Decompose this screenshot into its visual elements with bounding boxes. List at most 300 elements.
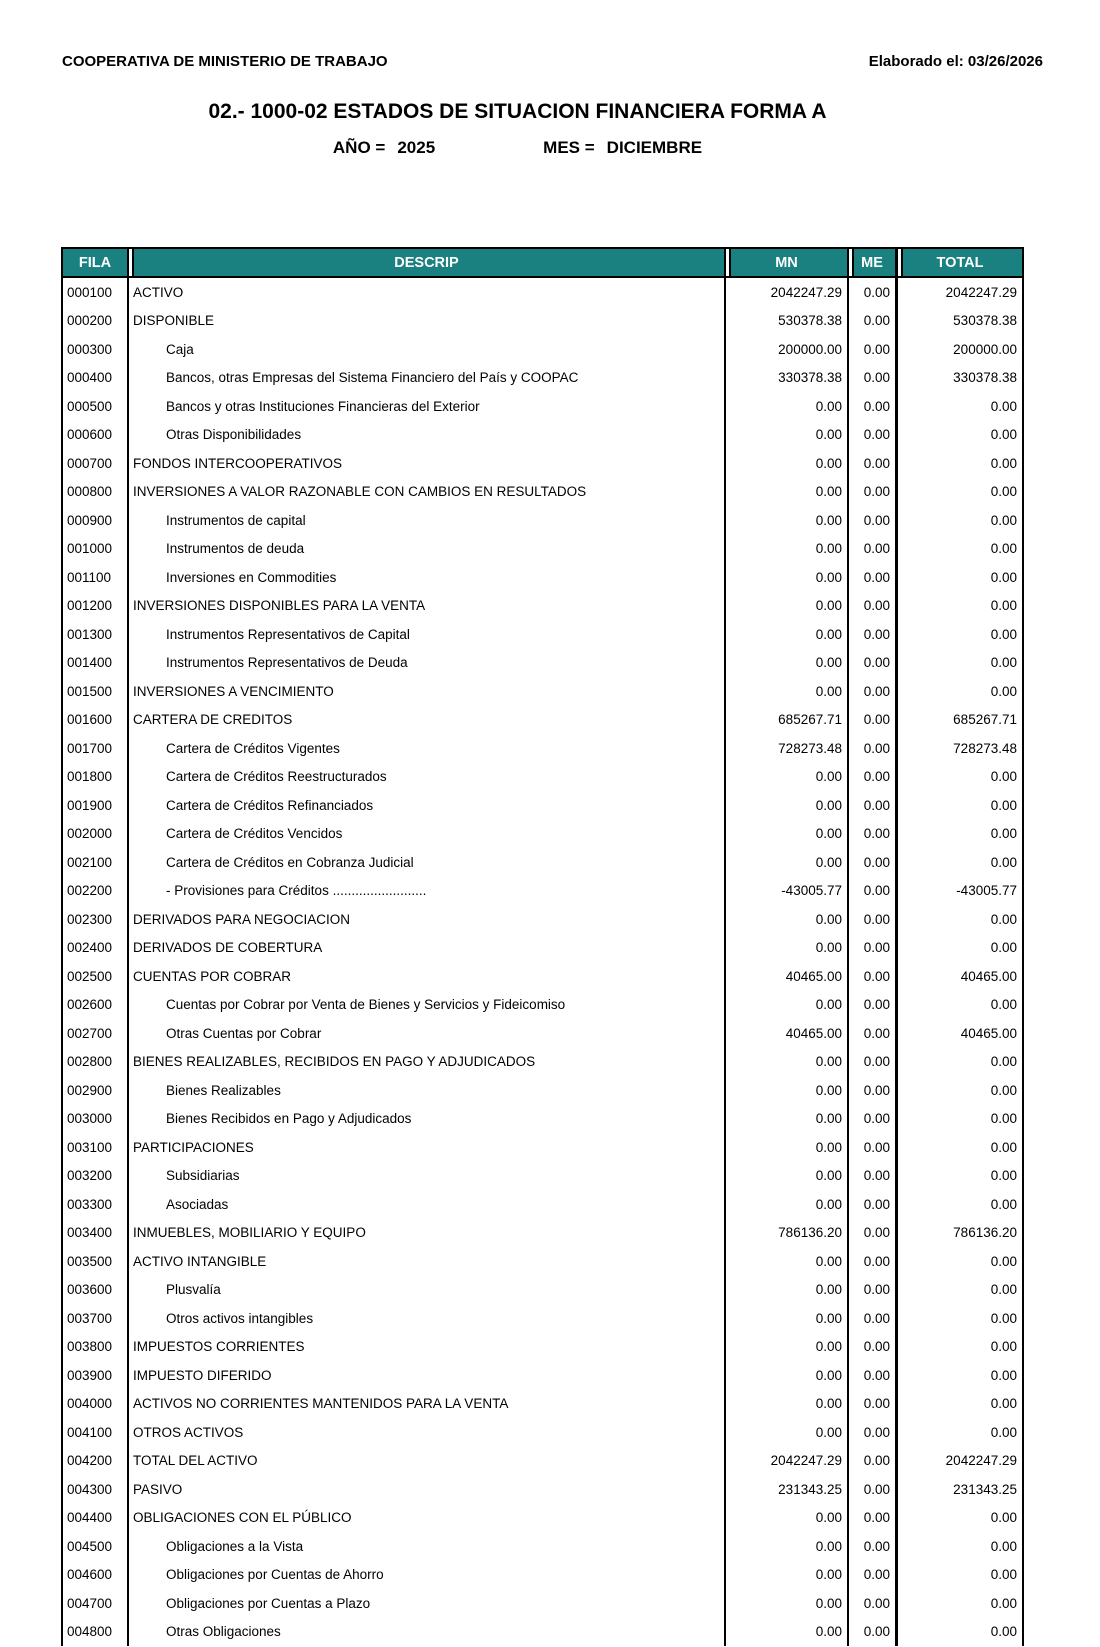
- table-row: [61, 1162, 1024, 1191]
- row-me-value: 0.00: [849, 820, 898, 849]
- table-row: [61, 706, 1024, 735]
- row-fila: 000900: [61, 506, 129, 535]
- row-me-value: 0.00: [849, 1133, 898, 1162]
- row-descrip: ACTIVO INTANGIBLE: [129, 1247, 726, 1276]
- row-descrip: Otras Obligaciones: [129, 1618, 726, 1647]
- row-fila: 000200: [61, 307, 129, 336]
- table-row: [61, 1105, 1024, 1134]
- year-field: [333, 138, 435, 158]
- row-mn-value: 0.00: [726, 506, 849, 535]
- row-descrip: INVERSIONES DISPONIBLES PARA LA VENTA: [129, 592, 726, 621]
- row-mn-value: 0.00: [726, 1561, 849, 1590]
- table-row: [61, 1247, 1024, 1276]
- row-mn-value: 0.00: [726, 392, 849, 421]
- row-total-value: 0.00: [898, 1190, 1024, 1219]
- row-descrip: Instrumentos de deuda: [129, 535, 726, 564]
- row-fila: 003200: [61, 1162, 129, 1191]
- row-me-value: 0.00: [849, 1276, 898, 1305]
- row-total-value: 0.00: [898, 1333, 1024, 1362]
- month-value: DICIEMBRE: [606, 138, 703, 157]
- year-label: AÑO =: [332, 138, 386, 157]
- row-descrip: Otras Cuentas por Cobrar: [129, 1019, 726, 1048]
- year-value: 2025: [397, 138, 436, 157]
- row-total-value: 0.00: [898, 820, 1024, 849]
- row-fila: 002200: [61, 877, 129, 906]
- row-descrip: Otras Disponibilidades: [129, 421, 726, 450]
- row-total-value: 0.00: [898, 392, 1024, 421]
- row-descrip: INMUEBLES, MOBILIARIO Y EQUIPO: [129, 1219, 726, 1248]
- row-total-value: 2042247.29: [898, 278, 1024, 307]
- row-fila: 000700: [61, 449, 129, 478]
- row-descrip: Bienes Recibidos en Pago y Adjudicados: [129, 1105, 726, 1134]
- row-descrip: - Provisiones para Créditos .........................: [129, 877, 726, 906]
- row-mn-value: 0.00: [726, 1532, 849, 1561]
- row-fila: 003500: [61, 1247, 129, 1276]
- row-fila: 002800: [61, 1048, 129, 1077]
- row-total-value: 0.00: [898, 1247, 1024, 1276]
- table-row: [61, 620, 1024, 649]
- report-subtitle: [62, 138, 973, 158]
- row-descrip: ACTIVO: [129, 278, 726, 307]
- row-mn-value: 0.00: [726, 791, 849, 820]
- row-descrip: Inversiones en Commodities: [129, 563, 726, 592]
- row-total-value: 0.00: [898, 620, 1024, 649]
- row-fila: 000100: [61, 278, 129, 307]
- row-total-value: 728273.48: [898, 734, 1024, 763]
- row-mn-value: 786136.20: [726, 1219, 849, 1248]
- table-row: [61, 1532, 1024, 1561]
- row-me-value: 0.00: [849, 763, 898, 792]
- row-mn-value: 0.00: [726, 563, 849, 592]
- row-mn-value: 0.00: [726, 449, 849, 478]
- row-total-value: 0.00: [898, 934, 1024, 963]
- row-mn-value: 40465.00: [726, 962, 849, 991]
- row-fila: 001400: [61, 649, 129, 678]
- row-mn-value: 728273.48: [726, 734, 849, 763]
- table-row: [61, 392, 1024, 421]
- row-total-value: 0.00: [898, 1076, 1024, 1105]
- row-mn-value: 0.00: [726, 1133, 849, 1162]
- row-descrip: PASIVO: [129, 1475, 726, 1504]
- table-row: [61, 1304, 1024, 1333]
- table-row: [61, 1190, 1024, 1219]
- row-total-value: 40465.00: [898, 1019, 1024, 1048]
- row-me-value: 0.00: [849, 877, 898, 906]
- table-row: [61, 335, 1024, 364]
- row-mn-value: 0.00: [726, 991, 849, 1020]
- row-descrip: Instrumentos de capital: [129, 506, 726, 535]
- table-row: [61, 1589, 1024, 1618]
- row-me-value: 0.00: [849, 1333, 898, 1362]
- row-total-value: 0.00: [898, 848, 1024, 877]
- table-row: [61, 1133, 1024, 1162]
- row-descrip: Subsidiarias: [129, 1162, 726, 1191]
- row-total-value: 0.00: [898, 1504, 1024, 1533]
- row-total-value: 0.00: [898, 1618, 1024, 1647]
- table-row: [61, 421, 1024, 450]
- row-total-value: 0.00: [898, 905, 1024, 934]
- row-fila: 001500: [61, 677, 129, 706]
- row-fila: 002100: [61, 848, 129, 877]
- row-descrip: DISPONIBLE: [129, 307, 726, 336]
- row-descrip: Cartera de Créditos Reestructurados: [129, 763, 726, 792]
- column-header-fila: FILA: [61, 249, 129, 276]
- row-descrip: Plusvalía: [129, 1276, 726, 1305]
- table-row: [61, 563, 1024, 592]
- table-row: [61, 763, 1024, 792]
- row-fila: 003900: [61, 1361, 129, 1390]
- row-me-value: 0.00: [849, 1475, 898, 1504]
- row-me-value: 0.00: [849, 620, 898, 649]
- row-descrip: Otros activos intangibles: [129, 1304, 726, 1333]
- row-mn-value: 0.00: [726, 1418, 849, 1447]
- row-mn-value: 0.00: [726, 1333, 849, 1362]
- row-descrip: Obligaciones por Cuentas a Plazo: [129, 1589, 726, 1618]
- row-mn-value: 200000.00: [726, 335, 849, 364]
- table-row: [61, 1418, 1024, 1447]
- table-row: [61, 1475, 1024, 1504]
- row-mn-value: 0.00: [726, 1589, 849, 1618]
- row-me-value: 0.00: [849, 1418, 898, 1447]
- row-me-value: 0.00: [849, 1105, 898, 1134]
- row-mn-value: 0.00: [726, 1390, 849, 1419]
- row-total-value: 0.00: [898, 1133, 1024, 1162]
- table-row: [61, 1076, 1024, 1105]
- row-descrip: IMPUESTO DIFERIDO: [129, 1361, 726, 1390]
- row-fila: 001000: [61, 535, 129, 564]
- row-descrip: Cartera de Créditos Refinanciados: [129, 791, 726, 820]
- row-descrip: Obligaciones por Cuentas de Ahorro: [129, 1561, 726, 1590]
- financial-table: [61, 247, 1024, 1646]
- row-mn-value: 0.00: [726, 649, 849, 678]
- row-total-value: 2042247.29: [898, 1447, 1024, 1476]
- row-fila: 004400: [61, 1504, 129, 1533]
- row-fila: 001700: [61, 734, 129, 763]
- row-descrip: Instrumentos Representativos de Capital: [129, 620, 726, 649]
- row-me-value: 0.00: [849, 1504, 898, 1533]
- row-mn-value: 0.00: [726, 820, 849, 849]
- row-mn-value: 0.00: [726, 1190, 849, 1219]
- row-mn-value: 0.00: [726, 763, 849, 792]
- month-field: [543, 138, 702, 158]
- row-descrip: FONDOS INTERCOOPERATIVOS: [129, 449, 726, 478]
- row-me-value: 0.00: [849, 934, 898, 963]
- table-row: [61, 934, 1024, 963]
- row-total-value: 0.00: [898, 449, 1024, 478]
- row-descrip: OBLIGACIONES CON EL PÚBLICO: [129, 1504, 726, 1533]
- row-descrip: Bancos y otras Instituciones Financieras del Exterior: [129, 392, 726, 421]
- row-total-value: 0.00: [898, 1589, 1024, 1618]
- row-descrip: Caja: [129, 335, 726, 364]
- table-row: [61, 1390, 1024, 1419]
- row-total-value: 0.00: [898, 763, 1024, 792]
- row-mn-value: 0.00: [726, 677, 849, 706]
- row-total-value: 231343.25: [898, 1475, 1024, 1504]
- table-row: [61, 905, 1024, 934]
- row-fila: 000500: [61, 392, 129, 421]
- row-fila: 002900: [61, 1076, 129, 1105]
- row-me-value: 0.00: [849, 962, 898, 991]
- row-me-value: 0.00: [849, 1361, 898, 1390]
- row-me-value: 0.00: [849, 991, 898, 1020]
- table-row: [61, 1219, 1024, 1248]
- table-row: [61, 1276, 1024, 1305]
- table-row: [61, 1333, 1024, 1362]
- table-row: [61, 962, 1024, 991]
- row-fila: 001100: [61, 563, 129, 592]
- row-fila: 001600: [61, 706, 129, 735]
- row-descrip: Instrumentos Representativos de Deuda: [129, 649, 726, 678]
- row-fila: 001800: [61, 763, 129, 792]
- row-descrip: CUENTAS POR COBRAR: [129, 962, 726, 991]
- table-row: [61, 1019, 1024, 1048]
- table-row: [61, 848, 1024, 877]
- row-fila: 002500: [61, 962, 129, 991]
- row-fila: 004800: [61, 1618, 129, 1647]
- row-me-value: 0.00: [849, 535, 898, 564]
- table-row: [61, 791, 1024, 820]
- table-row: [61, 1504, 1024, 1533]
- row-mn-value: 0.00: [726, 535, 849, 564]
- row-mn-value: 40465.00: [726, 1019, 849, 1048]
- row-me-value: 0.00: [849, 278, 898, 307]
- table-row: [61, 592, 1024, 621]
- row-total-value: 0.00: [898, 478, 1024, 507]
- row-total-value: 0.00: [898, 1162, 1024, 1191]
- row-mn-value: 0.00: [726, 905, 849, 934]
- row-fila: 002400: [61, 934, 129, 963]
- row-total-value: 0.00: [898, 1048, 1024, 1077]
- row-me-value: 0.00: [849, 335, 898, 364]
- table-row: [61, 1618, 1024, 1647]
- row-fila: 004000: [61, 1390, 129, 1419]
- row-descrip: INVERSIONES A VENCIMIENTO: [129, 677, 726, 706]
- row-total-value: 0.00: [898, 1361, 1024, 1390]
- row-me-value: 0.00: [849, 1561, 898, 1590]
- table-row: [61, 1048, 1024, 1077]
- row-mn-value: 0.00: [726, 1247, 849, 1276]
- row-me-value: 0.00: [849, 478, 898, 507]
- row-descrip: Asociadas: [129, 1190, 726, 1219]
- row-mn-value: 0.00: [726, 1618, 849, 1647]
- table-header-row: [61, 247, 1024, 278]
- row-me-value: 0.00: [849, 1076, 898, 1105]
- row-me-value: 0.00: [849, 1048, 898, 1077]
- row-descrip: ACTIVOS NO CORRIENTES MANTENIDOS PARA LA VENTA: [129, 1390, 726, 1419]
- row-fila: 002300: [61, 905, 129, 934]
- row-mn-value: 685267.71: [726, 706, 849, 735]
- row-mn-value: 2042247.29: [726, 278, 849, 307]
- row-mn-value: 0.00: [726, 1304, 849, 1333]
- row-descrip: PARTICIPACIONES: [129, 1133, 726, 1162]
- row-me-value: 0.00: [849, 1247, 898, 1276]
- column-header-total: TOTAL: [898, 249, 1024, 276]
- row-descrip: INVERSIONES A VALOR RAZONABLE CON CAMBIOS EN RESULTADOS: [129, 478, 726, 507]
- row-total-value: 0.00: [898, 506, 1024, 535]
- row-me-value: 0.00: [849, 1219, 898, 1248]
- row-me-value: 0.00: [849, 1618, 898, 1647]
- row-me-value: 0.00: [849, 1390, 898, 1419]
- row-fila: 003700: [61, 1304, 129, 1333]
- row-mn-value: 231343.25: [726, 1475, 849, 1504]
- table-row: [61, 1561, 1024, 1590]
- row-total-value: 530378.38: [898, 307, 1024, 336]
- row-total-value: 0.00: [898, 592, 1024, 621]
- table-row: [61, 1361, 1024, 1390]
- row-total-value: 330378.38: [898, 364, 1024, 393]
- row-total-value: 0.00: [898, 1532, 1024, 1561]
- row-fila: 001900: [61, 791, 129, 820]
- row-fila: 004300: [61, 1475, 129, 1504]
- row-fila: 000600: [61, 421, 129, 450]
- row-mn-value: 2042247.29: [726, 1447, 849, 1476]
- row-me-value: 0.00: [849, 421, 898, 450]
- row-me-value: 0.00: [849, 706, 898, 735]
- row-total-value: 0.00: [898, 535, 1024, 564]
- row-fila: 000400: [61, 364, 129, 393]
- row-descrip: Bancos, otras Empresas del Sistema Financiero del País y COOPAC: [129, 364, 726, 393]
- row-me-value: 0.00: [849, 1162, 898, 1191]
- row-total-value: 0.00: [898, 677, 1024, 706]
- row-mn-value: 0.00: [726, 1076, 849, 1105]
- row-total-value: 0.00: [898, 991, 1024, 1020]
- row-descrip: IMPUESTOS CORRIENTES: [129, 1333, 726, 1362]
- row-descrip: Cartera de Créditos Vigentes: [129, 734, 726, 763]
- company-name: COOPERATIVA DE MINISTERIO DE TRABAJO: [62, 53, 388, 70]
- row-total-value: 0.00: [898, 649, 1024, 678]
- table-row: [61, 991, 1024, 1020]
- row-total-value: 40465.00: [898, 962, 1024, 991]
- row-mn-value: 0.00: [726, 1162, 849, 1191]
- row-fila: 004500: [61, 1532, 129, 1561]
- row-descrip: Obligaciones a la Vista: [129, 1532, 726, 1561]
- row-mn-value: 0.00: [726, 421, 849, 450]
- row-mn-value: 0.00: [726, 1361, 849, 1390]
- row-fila: 004700: [61, 1589, 129, 1618]
- row-me-value: 0.00: [849, 734, 898, 763]
- table-body: [61, 278, 1024, 1646]
- row-mn-value: 0.00: [726, 478, 849, 507]
- row-mn-value: 530378.38: [726, 307, 849, 336]
- row-me-value: 0.00: [849, 563, 898, 592]
- row-me-value: 0.00: [849, 1532, 898, 1561]
- row-total-value: 685267.71: [898, 706, 1024, 735]
- row-me-value: 0.00: [849, 677, 898, 706]
- row-descrip: DERIVADOS PARA NEGOCIACION: [129, 905, 726, 934]
- table-row: [61, 649, 1024, 678]
- row-total-value: 0.00: [898, 1276, 1024, 1305]
- row-mn-value: -43005.77: [726, 877, 849, 906]
- table-row: [61, 1447, 1024, 1476]
- row-mn-value: 0.00: [726, 848, 849, 877]
- row-total-value: 786136.20: [898, 1219, 1024, 1248]
- row-me-value: 0.00: [849, 506, 898, 535]
- row-descrip: Cuentas por Cobrar por Venta de Bienes y Servicios y Fideicomiso: [129, 991, 726, 1020]
- row-mn-value: 0.00: [726, 1504, 849, 1533]
- row-me-value: 0.00: [849, 1447, 898, 1476]
- row-total-value: 0.00: [898, 1105, 1024, 1134]
- column-header-mn: MN: [726, 249, 849, 276]
- row-me-value: 0.00: [849, 649, 898, 678]
- table-row: [61, 877, 1024, 906]
- row-total-value: 0.00: [898, 563, 1024, 592]
- row-mn-value: 0.00: [726, 934, 849, 963]
- row-fila: 004100: [61, 1418, 129, 1447]
- table-row: [61, 677, 1024, 706]
- row-fila: 000300: [61, 335, 129, 364]
- row-total-value: 200000.00: [898, 335, 1024, 364]
- row-descrip: Bienes Realizables: [129, 1076, 726, 1105]
- row-mn-value: 0.00: [726, 1276, 849, 1305]
- month-label: MES =: [543, 138, 595, 157]
- row-fila: 002700: [61, 1019, 129, 1048]
- row-fila: 003000: [61, 1105, 129, 1134]
- row-fila: 003600: [61, 1276, 129, 1305]
- table-row: [61, 734, 1024, 763]
- row-descrip: BIENES REALIZABLES, RECIBIDOS EN PAGO Y ADJUDICADOS: [129, 1048, 726, 1077]
- table-row: [61, 307, 1024, 336]
- row-mn-value: 0.00: [726, 1105, 849, 1134]
- table-row: [61, 364, 1024, 393]
- row-me-value: 0.00: [849, 307, 898, 336]
- column-header-me: ME: [849, 249, 898, 276]
- row-total-value: 0.00: [898, 1304, 1024, 1333]
- row-fila: 002600: [61, 991, 129, 1020]
- row-me-value: 0.00: [849, 905, 898, 934]
- table-row: [61, 820, 1024, 849]
- row-me-value: 0.00: [849, 1589, 898, 1618]
- row-descrip: DERIVADOS DE COBERTURA: [129, 934, 726, 963]
- table-row: [61, 535, 1024, 564]
- report-title: 02.- 1000-02 ESTADOS DE SITUACION FINANCIERA FORMA A: [208, 100, 827, 123]
- row-me-value: 0.00: [849, 1190, 898, 1219]
- row-fila: 003300: [61, 1190, 129, 1219]
- table-row: [61, 278, 1024, 307]
- row-fila: 001200: [61, 592, 129, 621]
- row-total-value: -43005.77: [898, 877, 1024, 906]
- row-descrip: Cartera de Créditos en Cobranza Judicial: [129, 848, 726, 877]
- row-total-value: 0.00: [898, 1390, 1024, 1419]
- row-descrip: OTROS ACTIVOS: [129, 1418, 726, 1447]
- row-descrip: Cartera de Créditos Vencidos: [129, 820, 726, 849]
- table-row: [61, 449, 1024, 478]
- row-total-value: 0.00: [898, 421, 1024, 450]
- row-total-value: 0.00: [898, 1418, 1024, 1447]
- row-me-value: 0.00: [849, 592, 898, 621]
- column-header-descrip: DESCRIP: [129, 249, 726, 276]
- row-me-value: 0.00: [849, 1304, 898, 1333]
- row-fila: 004600: [61, 1561, 129, 1590]
- row-descrip: CARTERA DE CREDITOS: [129, 706, 726, 735]
- table-row: [61, 506, 1024, 535]
- row-mn-value: 0.00: [726, 592, 849, 621]
- row-fila: 003100: [61, 1133, 129, 1162]
- row-me-value: 0.00: [849, 364, 898, 393]
- elaborated-date: Elaborado el: 03/26/2026: [868, 53, 1043, 70]
- row-mn-value: 0.00: [726, 1048, 849, 1077]
- row-mn-value: 330378.38: [726, 364, 849, 393]
- row-me-value: 0.00: [849, 1019, 898, 1048]
- row-total-value: 0.00: [898, 1561, 1024, 1590]
- row-me-value: 0.00: [849, 392, 898, 421]
- row-fila: 001300: [61, 620, 129, 649]
- row-me-value: 0.00: [849, 848, 898, 877]
- row-fila: 004200: [61, 1447, 129, 1476]
- row-fila: 000800: [61, 478, 129, 507]
- row-me-value: 0.00: [849, 791, 898, 820]
- row-descrip: TOTAL DEL ACTIVO: [129, 1447, 726, 1476]
- table-row: [61, 478, 1024, 507]
